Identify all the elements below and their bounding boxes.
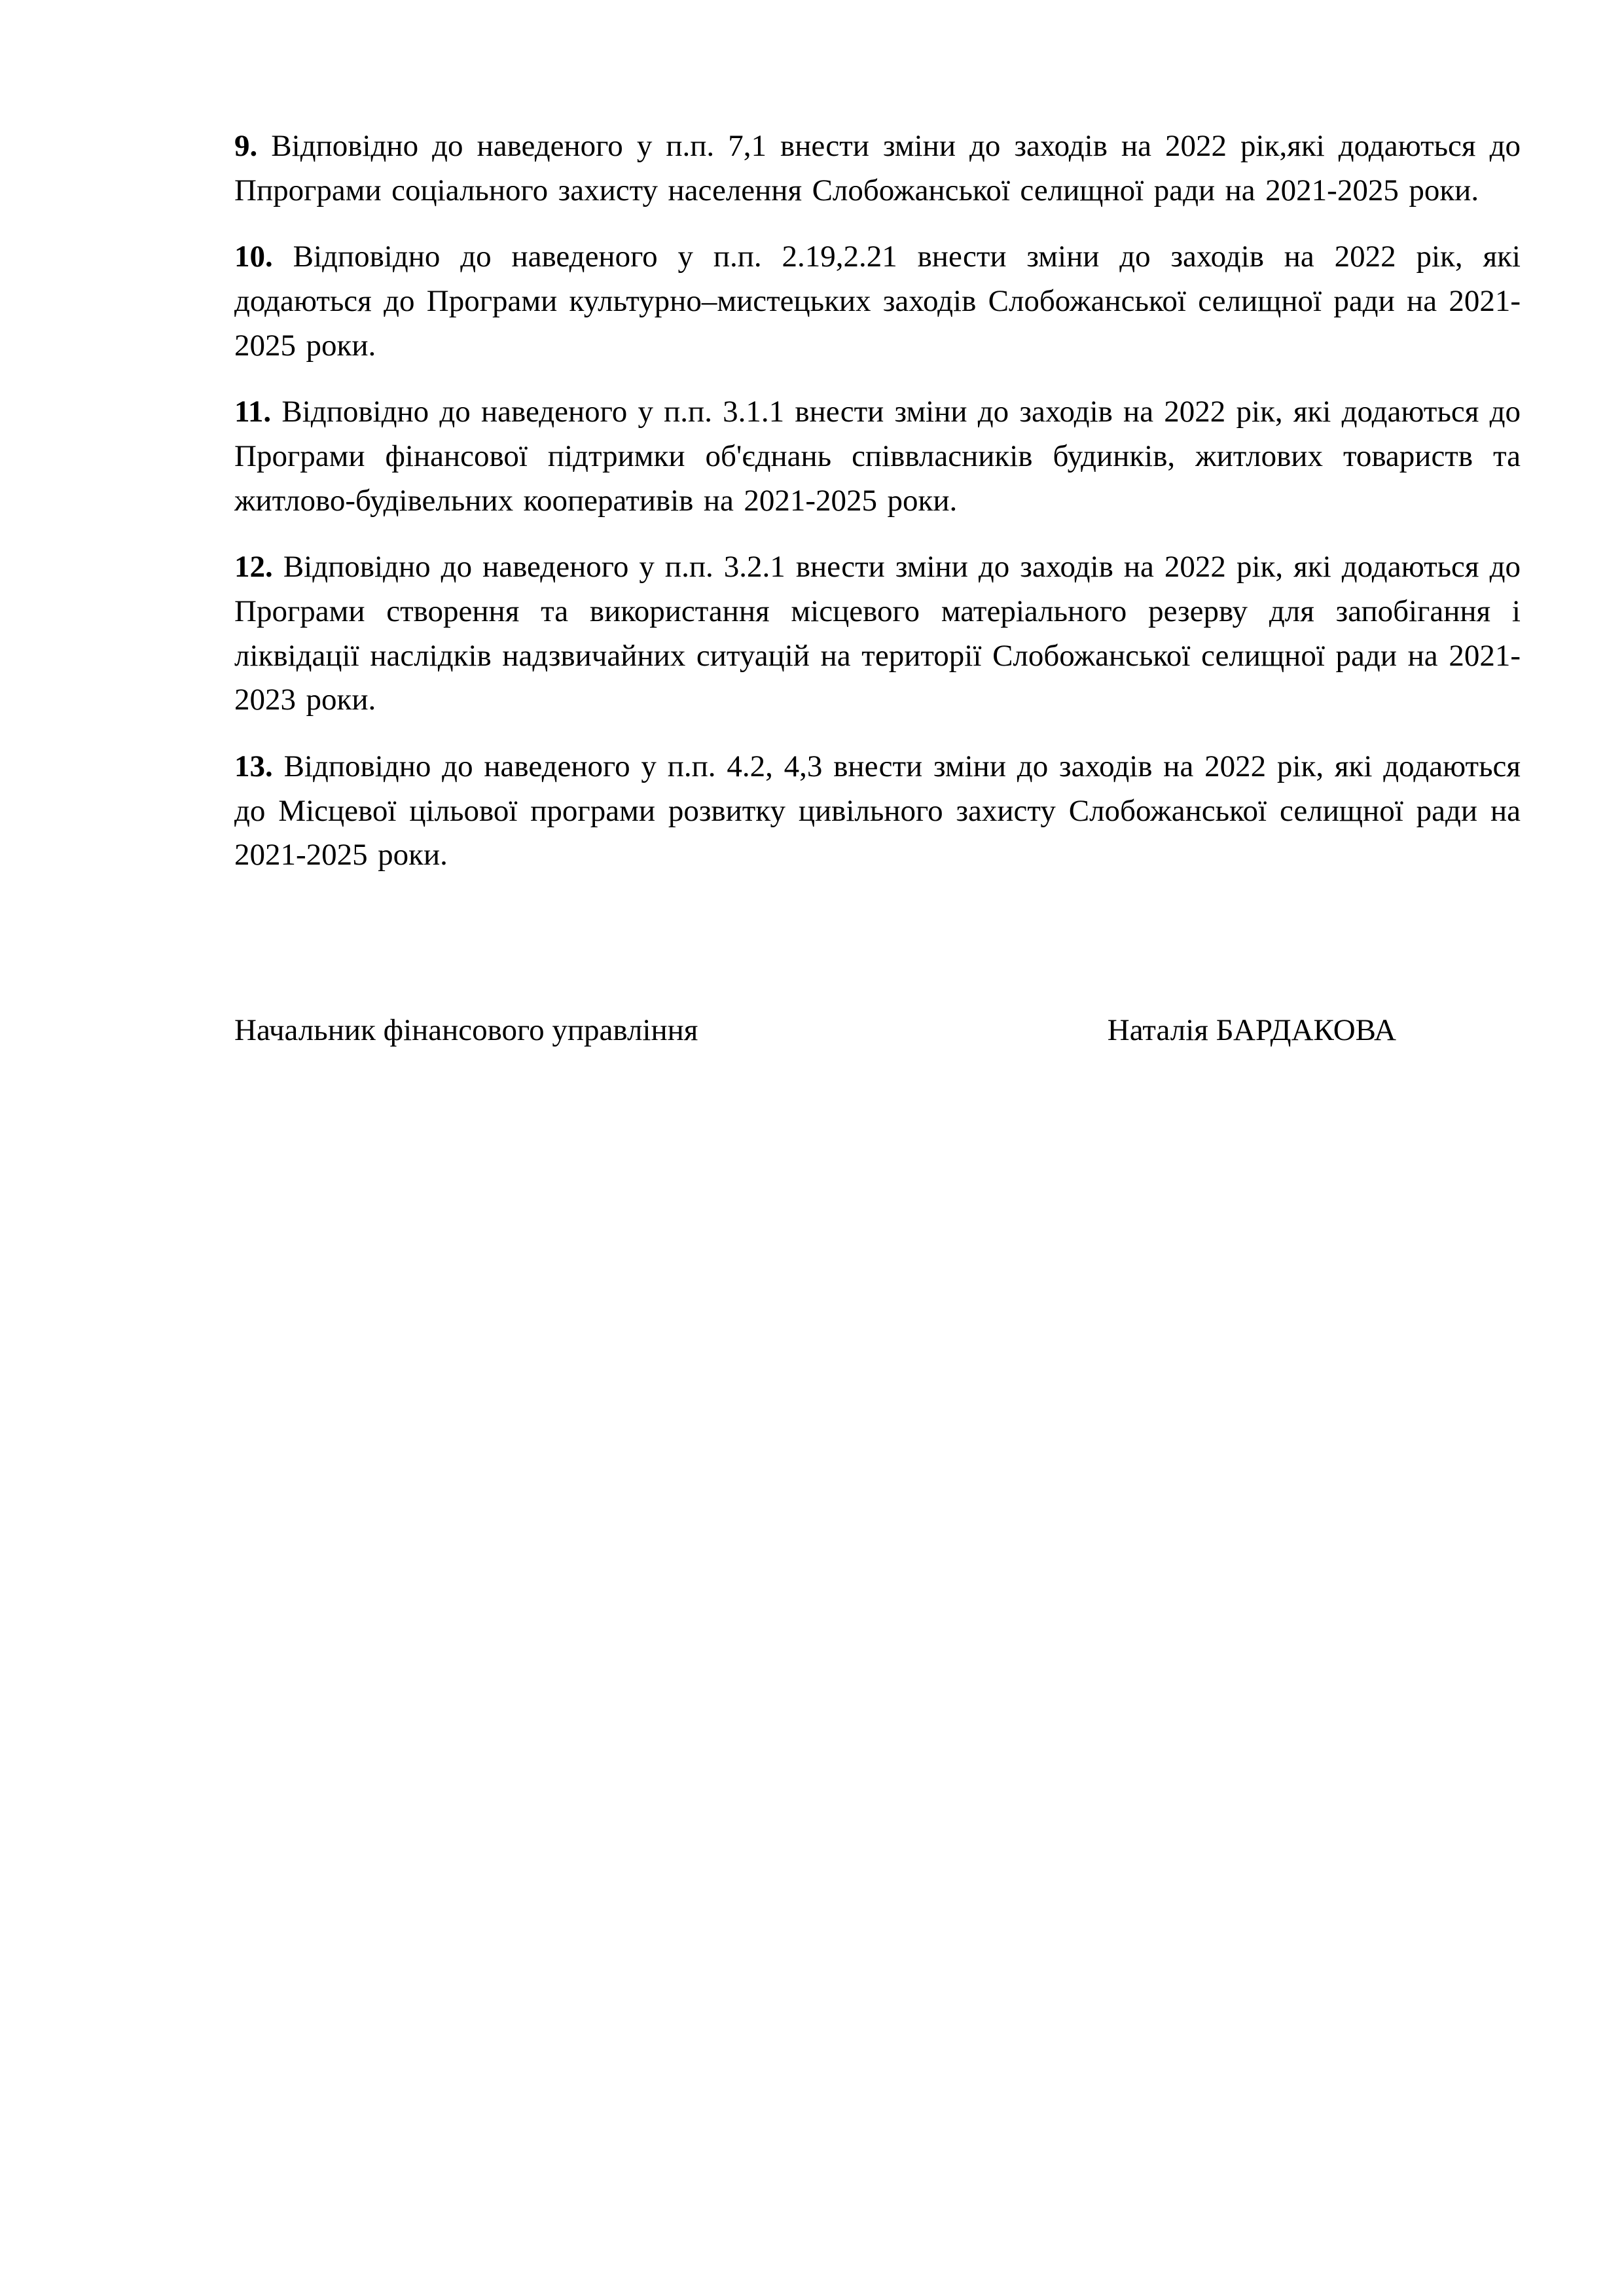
paragraph-text: Відповідно до наведеного у п.п. 3.2.1 внести зміни до заходів на 2022 рік, які додаються до Програми створення та використання місцевого матеріального резерву для запобігання і ліквідації наслідків надзвичайних ситуацій на території Слобожанської селищної ради на 2021-2023 роки. bbox=[234, 550, 1521, 717]
paragraph bbox=[234, 545, 1521, 723]
signature-row bbox=[234, 1009, 1521, 1053]
paragraph-number: 13. bbox=[234, 749, 273, 784]
paragraph-number: 9. bbox=[234, 129, 258, 163]
paragraph bbox=[234, 390, 1521, 523]
signature-position-title: Начальник фінансового управління bbox=[234, 1013, 698, 1048]
paragraph-number: 11. bbox=[234, 395, 272, 429]
paragraph-text: Відповідно до наведеного у п.п. 3.1.1 внести зміни до заходів на 2022 рік, які додаються до Програми фінансової підтримки об'єднань співвласників будинків, житлових товариств та житлово-будівельних кооперативів на 2021-2025 роки. bbox=[234, 395, 1521, 518]
paragraph-text: Відповідно до наведеного у п.п. 2.19,2.21 внести зміни до заходів на 2022 рік, які додаються до Програми культурно–мистецьких заходів Слобожанської селищної ради на 2021-2025 роки. bbox=[234, 240, 1521, 363]
paragraph-text: Відповідно до наведеного у п.п. 7,1 внести зміни до заходів на 2022 рік,які додаються до Ппрограми соціального захисту населення Слобожанської селищної ради на 2021-2025 роки. bbox=[234, 129, 1521, 207]
paragraph bbox=[234, 745, 1521, 878]
paragraph bbox=[234, 235, 1521, 368]
paragraph-text: Відповідно до наведеного у п.п. 4.2, 4,3 внести зміни до заходів на 2022 рік, які додаються до Місцевої цільової програми розвитку цивільного захисту Слобожанської селищної ради на 2021-2025 роки. bbox=[234, 749, 1521, 872]
paragraph-number: 10. bbox=[234, 240, 273, 274]
paragraph bbox=[234, 124, 1521, 213]
signature-name: Наталія БАРДАКОВА bbox=[1107, 1013, 1396, 1048]
paragraph-number: 12. bbox=[234, 550, 273, 584]
